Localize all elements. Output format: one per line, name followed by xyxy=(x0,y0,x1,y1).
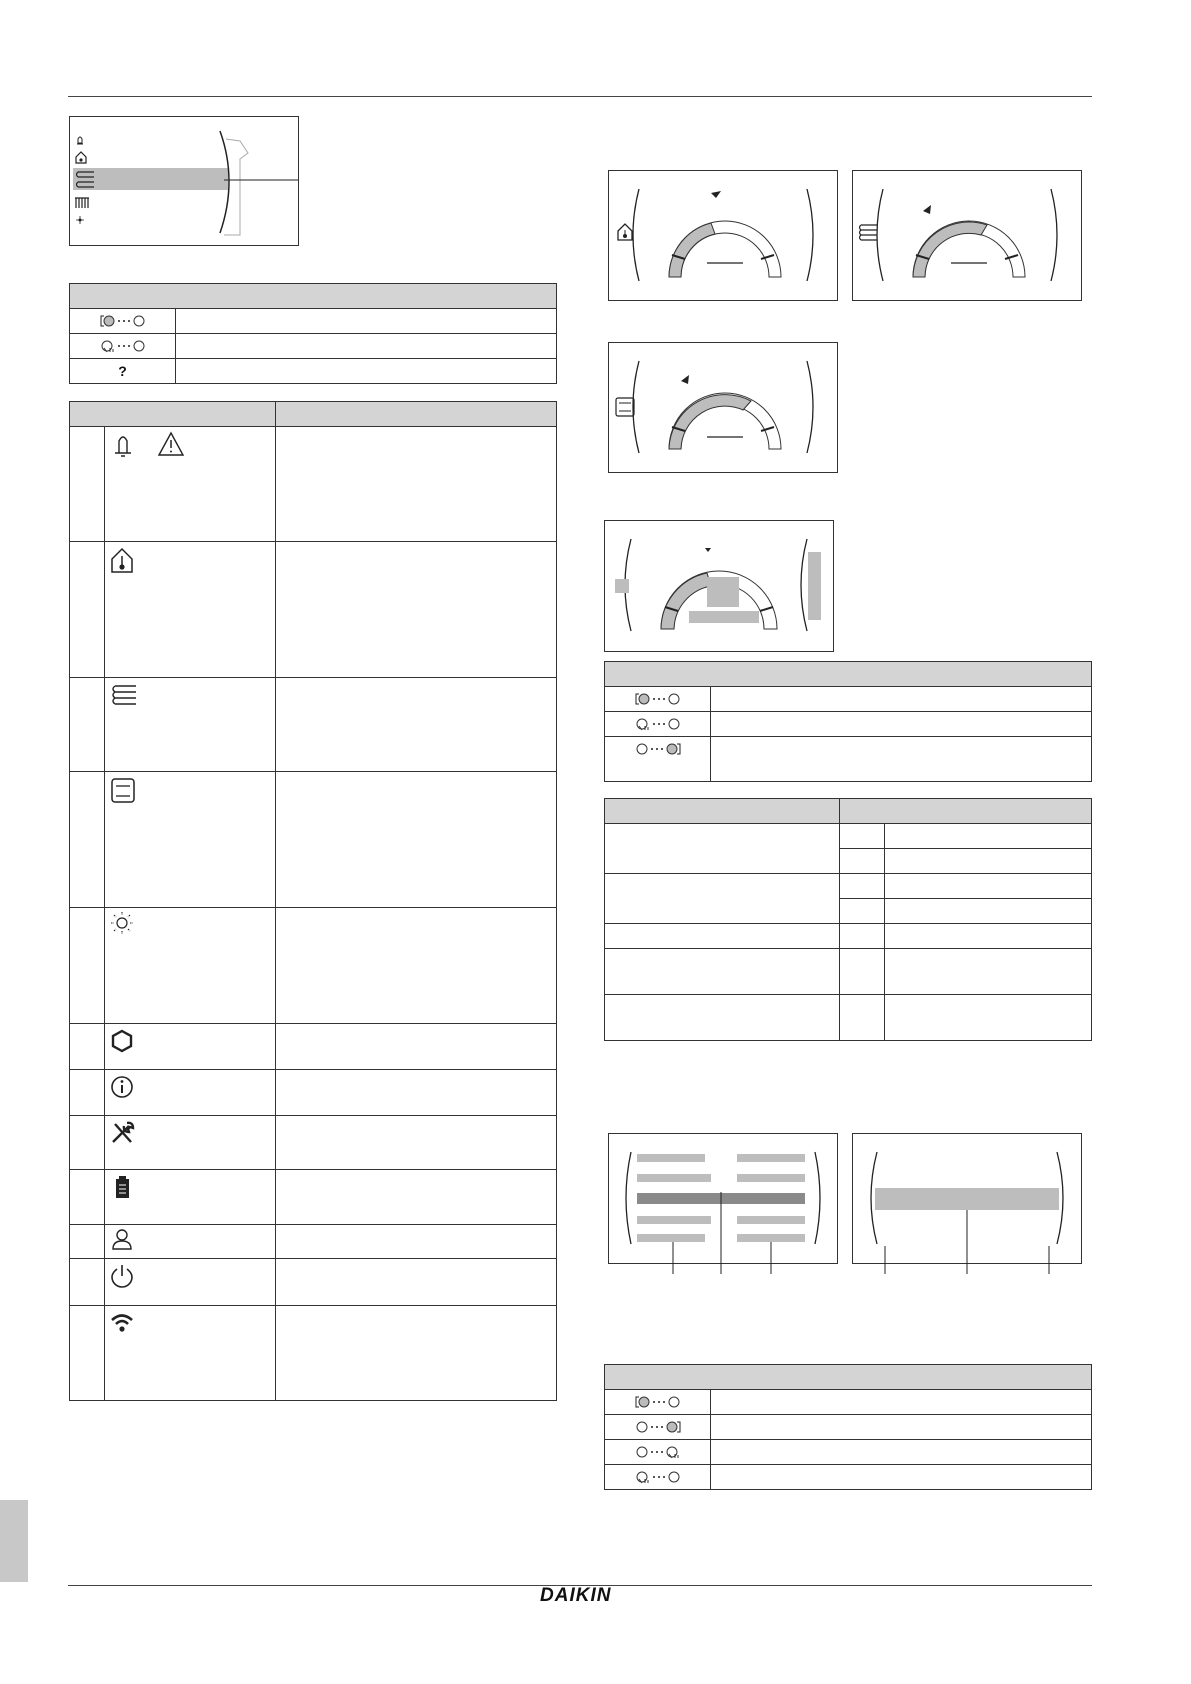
table-cell xyxy=(885,899,1092,924)
table-row xyxy=(70,1024,557,1070)
info-icon xyxy=(109,1074,139,1104)
menu-screen-drawing xyxy=(70,117,298,245)
table-header xyxy=(70,284,557,309)
table-row xyxy=(70,1259,557,1306)
table-cell xyxy=(176,359,557,384)
table-cell xyxy=(840,995,885,1041)
table-cell xyxy=(840,824,885,849)
dial-gauge-generic xyxy=(605,521,833,651)
push-dial-icon xyxy=(605,712,711,737)
table-row xyxy=(70,542,557,678)
table-cell xyxy=(840,849,885,874)
table-row xyxy=(70,772,557,908)
list-screen-two-column-drawing xyxy=(609,1134,837,1274)
table-row xyxy=(70,427,557,542)
leaving-water-icon xyxy=(109,682,143,710)
table-cell xyxy=(711,1440,1092,1465)
table-cell xyxy=(711,712,1092,737)
table-cell xyxy=(885,849,1092,874)
room-thermostat-icon xyxy=(76,152,86,163)
dial-actions-table-left xyxy=(69,283,557,384)
table-cell xyxy=(840,874,885,899)
grid-table xyxy=(604,798,1092,1041)
table-cell xyxy=(840,899,885,924)
turn-left-dial-icon xyxy=(605,1390,711,1415)
icon-column-header xyxy=(70,402,276,427)
dial-screen-generic xyxy=(604,520,834,652)
bell-icon xyxy=(77,137,83,144)
table-cell xyxy=(711,1390,1092,1415)
push-dial-icon xyxy=(70,334,176,359)
dial-gauge-tank xyxy=(609,343,837,472)
clipboard-icon xyxy=(109,1174,139,1204)
menu-screen xyxy=(69,116,299,246)
table-cell xyxy=(711,1415,1092,1440)
radiator-icon xyxy=(75,198,89,208)
table-row xyxy=(70,1306,557,1401)
table-cell xyxy=(885,924,1092,949)
table-row xyxy=(70,1070,557,1116)
leaving-water-icon xyxy=(860,225,878,240)
table-header xyxy=(605,1365,1092,1390)
table-cell xyxy=(840,924,885,949)
side-tab xyxy=(0,1500,28,1582)
table-cell xyxy=(176,334,557,359)
grid-header-right xyxy=(840,799,1092,824)
warning-icon xyxy=(159,433,183,455)
table-row xyxy=(70,1116,557,1170)
sun-icon xyxy=(109,910,139,940)
list-screen-two-column xyxy=(608,1133,838,1264)
bottom-dial-table xyxy=(604,1364,1092,1490)
description-column-header xyxy=(276,402,557,427)
table-cell xyxy=(605,874,840,924)
turn-right-dial-icon xyxy=(605,1415,711,1440)
table-row xyxy=(70,908,557,1024)
table-cell xyxy=(605,949,840,995)
tank-icon xyxy=(616,398,634,416)
table-cell xyxy=(885,995,1092,1041)
table-cell xyxy=(605,824,840,874)
turn-left-dial-icon xyxy=(605,687,711,712)
table-cell xyxy=(711,737,1092,782)
daikin-logo: DAIKIN xyxy=(540,1585,612,1606)
hexagon-icon xyxy=(109,1028,139,1058)
user-icon xyxy=(109,1227,139,1253)
table-cell xyxy=(885,874,1092,899)
table-cell xyxy=(711,1465,1092,1490)
table-header xyxy=(605,662,1092,687)
dial-screen-tank xyxy=(608,342,838,473)
table-cell xyxy=(840,949,885,995)
push-dial-icon xyxy=(605,1465,711,1490)
header-rule xyxy=(68,96,1092,97)
dial-gauge-room xyxy=(609,171,837,300)
tank-icon xyxy=(109,776,139,806)
dial-screen-room xyxy=(608,170,838,301)
table-cell xyxy=(605,995,840,1041)
push-right-dial-icon xyxy=(605,1440,711,1465)
dial-gauge-leaving-water xyxy=(853,171,1081,300)
table-row xyxy=(70,1225,557,1259)
fan-icon xyxy=(76,216,84,224)
dial-screen-leaving-water xyxy=(852,170,1082,301)
table-row xyxy=(70,1170,557,1225)
table-cell xyxy=(176,309,557,334)
grid-header-left xyxy=(605,799,840,824)
room-thermostat-icon xyxy=(109,546,139,576)
table-cell xyxy=(605,924,840,949)
bell-icon xyxy=(115,437,131,456)
power-icon xyxy=(109,1262,139,1292)
help-icon: ? xyxy=(70,359,176,384)
list-screen-single xyxy=(852,1133,1082,1264)
room-thermostat-icon xyxy=(618,224,632,240)
tools-icon xyxy=(109,1120,139,1150)
turn-right-dial-icon xyxy=(605,737,711,782)
wifi-icon xyxy=(109,1310,139,1340)
table-cell xyxy=(885,824,1092,849)
turn-left-dial-icon xyxy=(70,309,176,334)
icon-table xyxy=(69,401,557,1401)
dial-actions-table-right xyxy=(604,661,1092,782)
table-cell xyxy=(885,949,1092,995)
table-cell xyxy=(711,687,1092,712)
list-screen-single-drawing xyxy=(853,1134,1081,1274)
table-row xyxy=(70,678,557,772)
